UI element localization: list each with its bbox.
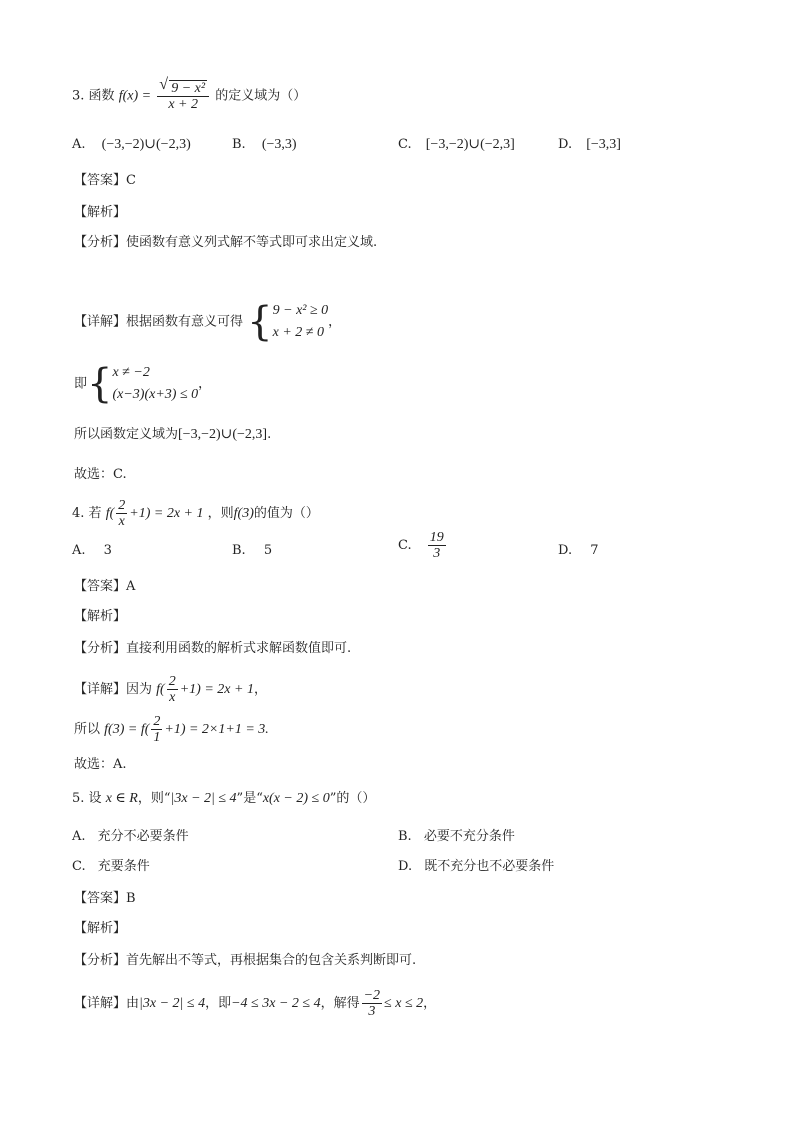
q3-number: 3. <box>72 88 85 104</box>
option-label: D. <box>398 859 413 874</box>
xj-fraction <box>167 674 178 705</box>
q5-option-b <box>398 828 515 846</box>
frac-den: 1 <box>153 730 161 745</box>
q4-suoyi <box>74 714 269 745</box>
analysis-tag: 【解析】 <box>74 921 127 936</box>
fenxi-tag: 【分析】 <box>74 641 127 656</box>
frac-den: x <box>169 690 176 705</box>
conclusion-text: 所以函数定义域为 <box>74 427 179 442</box>
punct: ， <box>423 996 437 1011</box>
option-label: C. <box>72 859 86 874</box>
q5-p2: ”是“ <box>236 791 263 806</box>
punct: . <box>267 427 272 442</box>
option-text: 既不充分也不必要条件 <box>424 859 555 874</box>
option-text: [−3,−2)∪(−2,3] <box>425 137 515 152</box>
frac-num: 19 <box>429 530 444 545</box>
q3-ji: 即{ x ≠ −2 (x−3)(x+3) ≤ 0 ， <box>74 361 212 407</box>
option-text: 充要条件 <box>97 859 150 874</box>
suoyi-text: 所以 <box>74 722 101 737</box>
q3-denominator: x + 2 <box>168 97 198 112</box>
q3-option-b <box>232 136 297 154</box>
xiangjie-text: 根据函数有意义可得 <box>126 314 244 330</box>
answer-value: B <box>126 891 136 906</box>
option-text: 3 <box>103 543 112 558</box>
xj-fraction <box>362 988 382 1019</box>
xj-mid: ，即 <box>205 996 232 1011</box>
q3-fenxi <box>74 234 377 252</box>
q4-analysis <box>74 608 126 626</box>
q3-fraction: √ 9 − x² x + 2 <box>157 80 209 112</box>
q4-option-a <box>72 542 112 560</box>
punct: ， <box>328 314 342 330</box>
q4-option-c <box>398 530 448 561</box>
system-line: (x−3)(x+3) ≤ 0 <box>112 387 199 402</box>
q3-system-2 <box>112 362 198 406</box>
q3-sqrt-content: 9 − x² <box>171 81 206 96</box>
q4-fenxi <box>74 640 351 658</box>
system-line: x ≠ −2 <box>112 365 150 380</box>
punct: ， <box>198 376 212 392</box>
q4-option-b <box>232 542 272 560</box>
q5-option-a <box>72 828 189 846</box>
fenxi-tag: 【分析】 <box>74 235 127 250</box>
q5-option-c <box>72 858 150 876</box>
frac-den: 3 <box>433 546 441 561</box>
option-label: D. <box>558 543 573 558</box>
option-label: C. <box>398 538 412 553</box>
q5-p1: ，则“ <box>137 791 171 806</box>
option-text: (−3,−2)∪(−2,3) <box>101 137 191 152</box>
punct: ， <box>253 682 267 697</box>
system-line: 9 − x² ≥ 0 <box>272 303 329 318</box>
q3-prefix: 函数 <box>88 88 115 104</box>
q3-option-c <box>398 136 515 154</box>
xiangjie-text: 因为 <box>126 682 153 697</box>
q3-conclusion <box>74 426 271 444</box>
xj-range: −4 ≤ 3x − 2 ≤ 4 <box>231 996 321 1011</box>
q3-system-1 <box>273 300 329 344</box>
option-label: A. <box>72 829 86 844</box>
conclusion-math: [−3,−2)∪(−2,3] <box>178 427 268 442</box>
option-text: 7 <box>590 543 599 558</box>
q4-option-c-fraction <box>428 530 446 561</box>
q3-func: f(x) = <box>118 88 152 104</box>
eq-part: +1) = 2x + 1 <box>179 682 254 697</box>
frac-num: 2 <box>168 674 176 689</box>
q4-number: 4. <box>72 506 85 521</box>
eq-part: +1) = 2x + 1 <box>129 506 204 521</box>
option-label: B. <box>232 137 246 152</box>
frac-num: 2 <box>118 498 126 513</box>
fenxi-tag: 【分析】 <box>74 953 127 968</box>
q5-number: 5. <box>72 791 85 806</box>
eq-part: f( <box>105 506 115 521</box>
q4-choose <box>74 756 127 774</box>
option-label: A. <box>72 137 86 152</box>
xiangjie-tag: 【详解】 <box>74 682 127 697</box>
option-text: 必要不充分条件 <box>423 829 515 844</box>
q5-analysis <box>74 920 126 938</box>
option-text: 充分不必要条件 <box>97 829 189 844</box>
option-label: A. <box>72 543 86 558</box>
q5-answer <box>74 890 136 908</box>
q4-xiangjie <box>74 674 267 705</box>
ji-text: 即 <box>74 376 88 392</box>
xiangjie-tag: 【详解】 <box>74 996 127 1011</box>
fenxi-text: 直接利用函数的解析式求解函数值即可. <box>126 641 352 656</box>
answer-tag: 【答案】 <box>74 891 127 906</box>
q5-stem <box>72 790 375 808</box>
q3-analysis <box>74 204 126 222</box>
q4-stem <box>72 498 319 529</box>
q3-choose <box>74 466 127 484</box>
option-label: D. <box>558 137 573 152</box>
q3-xiangjie: 【详解】根据函数有意义可得 { 9 − x² ≥ 0 x + 2 ≠ 0 ， <box>74 299 342 345</box>
q5-abs: |3x − 2| ≤ 4 <box>170 791 237 806</box>
q5-ineq: x(x − 2) ≤ 0 <box>262 791 330 806</box>
fenxi-text: 首先解出不等式，再根据集合的包含关系判断即可. <box>126 953 417 968</box>
q3-suffix: 的定义域为（） <box>215 88 307 104</box>
answer-tag: 【答案】 <box>74 579 127 594</box>
xj-mid2: ，解得 <box>320 996 360 1011</box>
q4-f3: f(3) <box>233 506 254 521</box>
option-text: [−3,3] <box>586 137 621 152</box>
option-text: (−3,3) <box>261 137 297 152</box>
q4-answer <box>74 578 135 596</box>
fenxi-text: 使函数有意义列式解不等式即可求出定义域. <box>126 235 378 250</box>
q3-option-a <box>72 136 191 154</box>
system-line: x + 2 ≠ 0 <box>272 325 324 340</box>
xiangjie-tag: 【详解】 <box>74 314 127 330</box>
answer-tag: 【答案】 <box>74 173 127 188</box>
option-label: C. <box>398 137 412 152</box>
eq-part: f(3) = f( <box>104 722 150 737</box>
q5-prefix: 设 <box>88 791 102 806</box>
q5-p3: ”的（） <box>329 791 376 806</box>
q3-answer <box>74 172 136 190</box>
analysis-tag: 【解析】 <box>74 205 127 220</box>
q4-prefix: 若 <box>88 506 102 521</box>
q4-suffix: 的值为（） <box>253 506 319 521</box>
eq-part: f( <box>156 682 165 697</box>
option-text: 5 <box>263 543 273 558</box>
analysis-tag: 【解析】 <box>74 609 127 624</box>
sy-fraction <box>151 714 162 745</box>
q4-fraction <box>116 498 127 529</box>
q4-mid: ，则 <box>207 506 234 521</box>
frac-den: x <box>118 514 125 529</box>
frac-den: 3 <box>368 1004 376 1019</box>
q5-xiangjie <box>74 988 436 1019</box>
option-label: B. <box>398 829 412 844</box>
choose-text: 故选：A. <box>74 757 127 772</box>
option-label: B. <box>232 543 246 558</box>
xj-abs: |3x − 2| ≤ 4 <box>139 996 206 1011</box>
q5-option-d <box>398 858 554 876</box>
xiangjie-text: 由 <box>126 996 140 1011</box>
q5-xinR: x ∈ R <box>105 791 138 806</box>
q4-option-d <box>558 542 599 560</box>
q3-stem <box>72 76 307 112</box>
frac-num: 2 <box>153 714 161 729</box>
answer-value: A <box>126 579 136 594</box>
frac-num: −2 <box>363 988 381 1003</box>
q3-option-d <box>558 136 621 154</box>
choose-text: 故选：C. <box>74 467 127 482</box>
q5-fenxi <box>74 952 416 970</box>
answer-value: C <box>126 173 136 188</box>
xj-post: ≤ x ≤ 2 <box>384 996 424 1011</box>
eq-part: +1) = 2×1+1 = 3. <box>164 722 269 737</box>
